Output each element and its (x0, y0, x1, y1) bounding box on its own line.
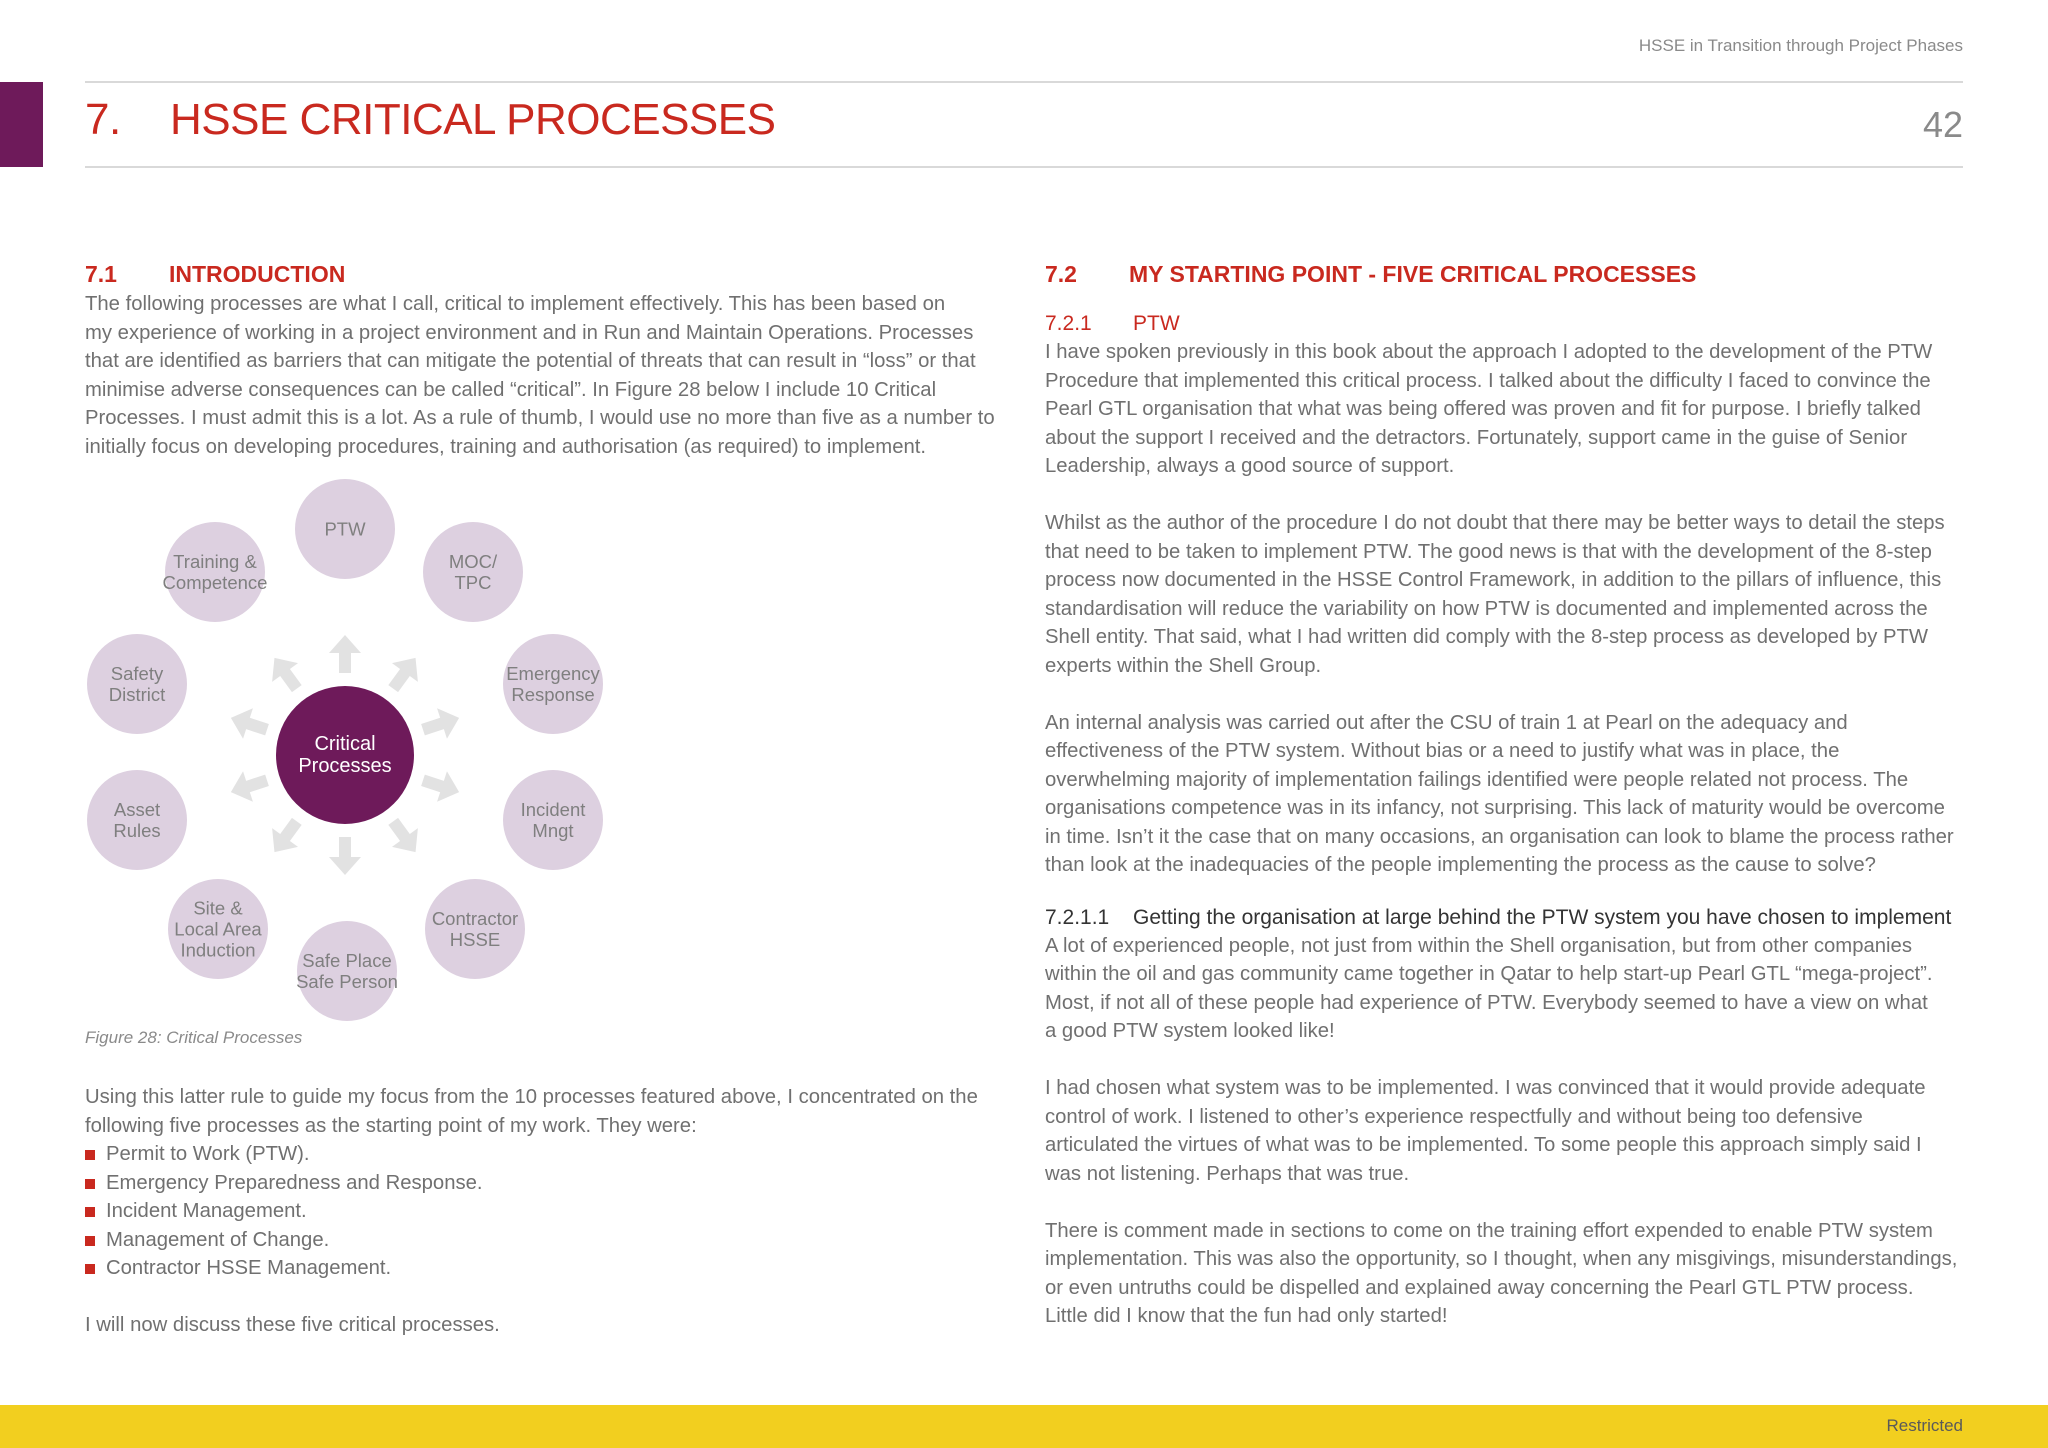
text-line: following five processes as the starting point of my work. They were: (85, 1114, 697, 1137)
right-column (1045, 258, 1965, 1331)
arrow-to-safety-district (226, 703, 272, 745)
center-label: Critical Processes (298, 733, 392, 777)
text-line: in time. Isn’t it the case that on many occasions, an organisation can look to blame the process rather (1045, 825, 1954, 848)
list-item-text: Management of Change. (106, 1228, 330, 1251)
text-line: The following processes are what I call, critical to implement effectively. This has been based on (85, 293, 946, 315)
footer-bar (0, 1405, 2048, 1448)
page-number: 42 (1922, 104, 1963, 145)
text-line: process now documented in the HSSE Control Framework, in addition to the pillars of influence, this (1045, 569, 1942, 591)
text-line: was not listening. Perhaps that was true. (1045, 1162, 1410, 1185)
arrow-to-moc (380, 649, 428, 699)
arrow-to-safe-place (329, 837, 361, 875)
bullet-square-icon (85, 1264, 95, 1274)
header-rule-bottom (85, 166, 1963, 168)
list-item-text: Permit to Work (PTW). (106, 1143, 310, 1165)
subsection-number: 7.2.1 (1045, 312, 1092, 335)
arrow-to-emergency (418, 703, 464, 745)
node-label: Emergency Response (506, 663, 600, 705)
section-heading-7-1 (85, 258, 1005, 290)
arrow-to-incident (418, 765, 464, 807)
node-label: Safety District (108, 663, 166, 705)
text-line: experts within the Shell Group. (1045, 654, 1322, 677)
chapter-number: 7. (85, 95, 121, 144)
focus-paragraph (85, 1083, 1005, 1140)
paragraph-4 (1045, 932, 1965, 1046)
section-title: INTRODUCTION (169, 261, 346, 287)
closing-sentence: I will now discuss these five critical processes. (85, 1314, 500, 1336)
arrow-to-ptw (329, 635, 361, 673)
text-line: minimise adverse consequences can be called “critical”. In Figure 28 below I include 10 Critical (85, 378, 937, 401)
node-label: MOC/ TPC (448, 551, 498, 593)
paragraph-5 (1045, 1074, 1965, 1188)
node-label: Incident Mngt (520, 799, 586, 841)
classification-label: Restricted (1886, 1416, 1963, 1435)
five-processes-list (85, 1140, 1005, 1283)
subsection-title: PTW (1133, 312, 1180, 335)
bullet-square-icon (85, 1150, 95, 1160)
figure-caption: Figure 28: Critical Processes (85, 1028, 303, 1047)
running-header: HSSE in Transition through Project Phases (1638, 36, 1963, 55)
text-line: effectiveness of the PTW system. Without bias or a need to justify what was in place, the (1045, 740, 1840, 762)
text-line: organisations competence was in its infancy, not surprising. This lack of maturity would be overcome (1045, 797, 1945, 819)
bullet-square-icon (85, 1207, 95, 1217)
left-column (85, 258, 1005, 1340)
text-line: Leadership, always a good source of support. (1045, 455, 1455, 477)
node-label: Safe Place Safe Person (296, 950, 398, 992)
chapter-title-text: HSSE CRITICAL PROCESSES (170, 95, 776, 144)
section-heading-7-2 (1045, 258, 1965, 290)
intro-paragraph (85, 290, 1005, 461)
arrow-to-site-induction (262, 812, 310, 862)
section-number: 7.2 (1045, 261, 1077, 287)
text-line: a good PTW system looked like! (1045, 1020, 1335, 1042)
section-title: MY STARTING POINT - FIVE CRITICAL PROCESSES (1129, 261, 1697, 287)
text-line: implementation. This was also the opportunity, so I thought, when any misgivings, misunderstandings, (1045, 1248, 1958, 1270)
subsubsection-title: Getting the organisation at large behind the PTW system you have chosen to implement (1133, 905, 1952, 929)
list-item (85, 1140, 1005, 1169)
text-line: within the oil and gas community came together in Qatar to help start-up Pearl GTL “mega-project”. (1045, 963, 1933, 985)
paragraph-2 (1045, 509, 1965, 680)
section-number: 7.1 (85, 261, 117, 287)
list-item (85, 1226, 1005, 1255)
text-line: standardisation will reduce the variability on how PTW is documented and implemented across the (1045, 597, 1928, 620)
critical-processes-diagram (85, 479, 645, 1027)
arrow-to-training (262, 649, 310, 699)
list-item (85, 1169, 1005, 1198)
list-item-text: Contractor HSSE Management. (106, 1257, 392, 1279)
text-line: There is comment made in sections to come on the training effort expended to enable PTW system (1045, 1219, 1933, 1242)
text-line: or even untruths could be dispelled and explained away concerning the Pearl GTL PTW process. (1045, 1276, 1914, 1299)
text-line: overwhelming majority of implementation failings identified were people related not process. The (1045, 768, 1909, 791)
subsubsection-heading-7-2-1-1 (1045, 904, 1965, 932)
bullet-square-icon (85, 1236, 95, 1246)
subsubsection-number: 7.2.1.1 (1045, 905, 1110, 929)
header-rule-top (85, 81, 1963, 83)
text-line: articulated the virtues of what was to be implemented. To some people this approach simply said I (1045, 1134, 1922, 1156)
text-line: than look at the inadequacies of the people implementing the process as the cause to solve? (1045, 854, 1876, 876)
bullet-square-icon (85, 1179, 95, 1189)
paragraph-3 (1045, 709, 1965, 880)
text-line: Procedure that implemented this critical process. I talked about the difficulty I faced to convince the (1045, 369, 1931, 392)
paragraph-1 (1045, 338, 1965, 481)
node-label: PTW (324, 518, 366, 540)
list-item (85, 1197, 1005, 1226)
text-line: Using this latter rule to guide my focus from the 10 processes featured above, I concentrated on the (85, 1086, 978, 1108)
text-line: An internal analysis was carried out after the CSU of train 1 at Pearl on the adequacy and (1045, 711, 1848, 734)
subsection-heading-7-2-1 (1045, 310, 1965, 338)
paragraph-6 (1045, 1217, 1965, 1331)
chapter-title (85, 95, 775, 145)
text-line: Shell entity. That said, what I had written did comply with the 8-step process as developed by PTW (1045, 626, 1929, 648)
arrow-to-asset-rules (226, 765, 272, 807)
text-line: about the support I received and the detractors. Fortunately, support came in the guise of Senior (1045, 426, 1908, 449)
node-label: Asset Rules (113, 799, 161, 841)
text-line: I have spoken previously in this book about the approach I adopted to the development of the PTW (1045, 341, 1933, 363)
text-line: I had chosen what system was to be implemented. I was convinced that it would provide adequate (1045, 1077, 1926, 1099)
arrow-to-contractor (380, 812, 428, 862)
list-item-text: Emergency Preparedness and Response. (106, 1171, 483, 1194)
list-item (85, 1254, 1005, 1283)
text-line: Little did I know that the fun had only started! (1045, 1305, 1448, 1327)
chapter-accent-bar (0, 82, 43, 167)
text-line: initially focus on developing procedures, training and authorisation (as required) to implement. (85, 435, 927, 458)
text-line: A lot of experienced people, not just from within the Shell organisation, but from other companies (1045, 934, 1912, 957)
node-label: Site & Local Area Induction (174, 897, 262, 961)
text-line: that are identified as barriers that can mitigate the potential of threats that can result in “loss” or that (85, 350, 976, 372)
text-line: control of work. I listened to other’s experience respectfully and without being too defensive (1045, 1105, 1863, 1128)
text-line: Pearl GTL organisation that what was being offered was proven and fit for purpose. I briefly talked (1045, 398, 1921, 420)
list-item-text: Incident Management. (106, 1200, 307, 1222)
node-label: Training & Competence (162, 551, 268, 593)
text-line: Whilst as the author of the procedure I do not doubt that there may be better ways to detail the steps (1045, 512, 1945, 534)
text-line: Most, if not all of these people had experience of PTW. Everybody seemed to have a view on what (1045, 991, 1928, 1014)
text-line: that need to be taken to implement PTW. The good news is that with the development of the 8-step (1045, 540, 1932, 563)
node-label: Contractor HSSE (431, 908, 519, 950)
text-line: my experience of working in a project environment and in Run and Maintain Operations. Processes (85, 321, 974, 344)
text-line: Processes. I must admit this is a lot. As a rule of thumb, I would use no more than five as a number to (85, 407, 995, 429)
